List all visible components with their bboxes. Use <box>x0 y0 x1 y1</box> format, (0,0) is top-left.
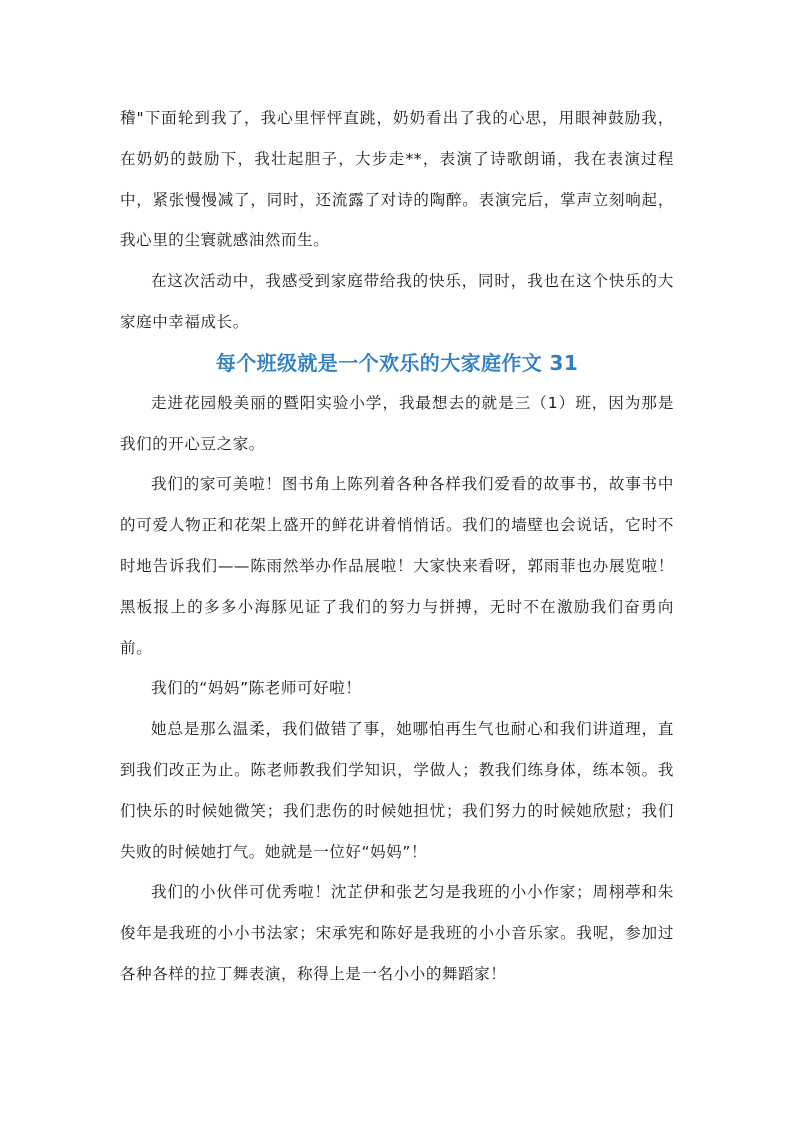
paragraph-beautiful-home: 我们的家可美啦！图书角上陈列着各种各样我们爱看的故事书，故事书中的可爱人物正和花架上盛开的鲜花讲着悄悄话。我们的墙壁也会说话，它时不时地告诉我们——陈雨然举办作品展啦！大家快来看呀，郭雨菲也办展览啦！黑板报上的多多小海豚见证了我们的努力与拼搏，无时不在激励我们奋勇向前。 <box>120 475 674 657</box>
document-page <box>120 98 674 995</box>
paragraph-intro-class: 走进花园般美丽的暨阳实验小学，我最想去的就是三（1）班，因为那是我们的开心豆之家。 <box>120 393 674 453</box>
paragraph-teacher-intro: 我们的“妈妈”陈老师可好啦！ <box>151 679 362 698</box>
section-title: 每个班级就是一个欢乐的大家庭作文 31 <box>215 350 579 375</box>
paragraph-teacher-description: 她总是那么温柔，我们做错了事，她哪怕再生气也耐心和我们讲道理，直到我们改正为止。陈老师教我们学知识，学做人；教我们练身体，练本领。我们快乐的时候她微笑；我们悲伤的时候她担忧；我们努力的时候她欣慰；我们失败的时候她打气。她就是一位好“妈妈”！ <box>120 720 674 861</box>
paragraph-continued-story: 稽"下面轮到我了，我心里怦怦直跳，奶奶看出了我的心思，用眼神鼓励我，在奶奶的鼓励下，我壮起胆子，大步走**，表演了诗歌朗诵，我在表演过程中，紧张慢慢减了，同时，还流露了对诗的陶醉。表演完后，掌声立刻响起，我心里的尘寰就感油然而生。 <box>120 109 674 250</box>
paragraph-activity-summary: 在这次活动中，我感受到家庭带给我的快乐，同时，我也在这个快乐的大家庭中幸福成长。 <box>120 272 674 331</box>
paragraph-classmates: 我们的小伙伴可优秀啦！沈芷伊和张艺匀是我班的小小作家；周栩葶和朱俊年是我班的小小书法家；宋承宪和陈好是我班的小小音乐家。我呢，参加过各种各样的拉丁舞表演，称得上是一名小小的舞蹈家！ <box>120 883 674 983</box>
